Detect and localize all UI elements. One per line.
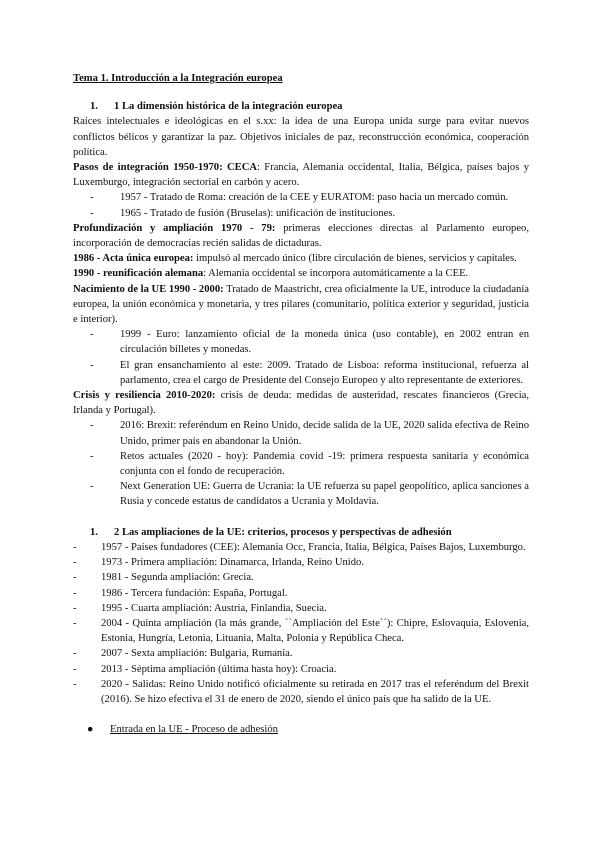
list-item: - 2016: Brexit: referéndum en Reino Unido, decide salida de la UE, 2020 salida efectiva de Reino Unido, primer país en abandonar la Unión. — [120, 418, 529, 448]
paragraph-reunification — [73, 266, 529, 281]
paragraph-single-act — [73, 251, 529, 266]
paragraph-integration-bold: Pasos de integración 1950-1970: CECA — [73, 162, 257, 174]
list-item: - 1973 - Primera ampliación: Dinamarca, Irlanda, Reino Unido. — [101, 555, 529, 570]
list-item: - 1957 - Tratado de Roma: creación de la CEE y EURATOM: paso hacia un mercado común. — [120, 190, 529, 205]
list-item: - 1999 - Euro: lanzamiento oficial de la moneda única (uso contable), en 2002 entran en circulación billetes y monedas. — [120, 327, 529, 357]
eu-birth-list — [73, 327, 529, 388]
paragraph-deepening-bold: Profundización y ampliación 1970 - 79: — [73, 222, 276, 234]
list-item: - 2020 - Salidas: Reino Unido notificó oficialmente su retirada en 2017 tras el referéndum del Brexit (2016). Se hizo efectiva el 31 de enero de 2020, siendo el único país que ha salido de la UE. — [101, 677, 529, 707]
list-item: - 2004 - Quinta ampliación (la más grande, ``Ampliación del Este´´): Chipre, Eslovaquia, Eslovenia, Estonia, Hungría, Letonia, Lituania, Malta, Polonia y República Checa. — [101, 616, 529, 646]
list-item: - 1965 - Tratado de fusión (Bruselas): unificación de instituciones. — [120, 206, 529, 221]
list-item: - 2007 - Sexta ampliación: Bulgaria, Rumanía. — [101, 646, 529, 661]
paragraph-eu-birth — [73, 282, 529, 328]
section-1-number: 1. — [90, 101, 98, 113]
accession-bullet-text: Entrada en la UE - Proceso de adhesión — [110, 724, 278, 736]
list-item: - 1981 - Segunda ampliación: Grecia. — [101, 570, 529, 585]
list-item: - Next Generation UE: Guerra de Ucrania: la UE refuerza su papel geopolítico, aplica sanciones a Rusia y concede estatus de candidatos a Ucrania y Moldavia. — [120, 479, 529, 509]
list-item: - 2013 - Séptima ampliación (última hasta hoy): Croacia. — [101, 662, 529, 677]
paragraph-reunification-bold: 1990 - reunificación alemana — [73, 268, 204, 280]
accession-bullet — [73, 722, 529, 737]
list-item: - 1995 - Cuarta ampliación: Austria, Finlandia, Suecia. — [101, 601, 529, 616]
list-item: - 1986 - Tercera fundación: España, Portugal. — [101, 586, 529, 601]
crisis-list — [73, 418, 529, 509]
paragraph-eu-birth-bold: Nacimiento de la UE 1990 - 2000: — [73, 283, 224, 295]
paragraph-single-act-bold: 1986 - Acta única europea: — [73, 253, 194, 265]
paragraph-deepening — [73, 221, 529, 251]
section-1-heading — [73, 99, 529, 114]
paragraph-crisis-text: crisis de deuda: medidas de austeridad, rescates financieros (Grecia, Irlanda y Portugal). — [73, 390, 529, 417]
list-item: - 1957 - Países fundadores (CEE): Alemania Occ, Francia, Italia, Bélgica, Países Bajos, Luxemburgo. — [101, 540, 529, 555]
section-1-intro: Raíces intelectuales e ideológicas en el s.xx: la idea de una Europa unida surge para evitar nuevos conflictos bélicos y garantizar la paz. Objetivos iniciales de paz, reconstrucción económica, cooperación política. — [73, 116, 529, 158]
spacer — [73, 510, 529, 525]
paragraph-crisis-bold: Crisis y resiliencia 2010-2020: — [73, 390, 216, 402]
section-1-title: 1 La dimensión histórica de la integración europea — [114, 101, 343, 113]
spacer — [73, 707, 529, 722]
section-2-number: 1. — [90, 526, 98, 538]
paragraph-integration-text: : Francia, Alemania occidental, Italia, Bélgica, países bajos y Luxemburgo, integración sectorial en carbón y acero. — [73, 162, 529, 189]
document-page — [73, 71, 529, 737]
document-title: Tema 1. Introducción a la Integración europea — [73, 73, 283, 84]
paragraph-deepening-text: primeras elecciones directas al Parlamento europeo, incorporación de democracias recién salidas de dictaduras. — [73, 222, 529, 250]
enlargements-list — [73, 540, 529, 707]
paragraph-single-act-text: impulsó al mercado único (libre circulación de bienes, servicios y capitales. — [193, 253, 517, 265]
list-item: - El gran ensanchamiento al este: 2009. Tratado de Lisboa: reforma institucional, refuerza al parlamento, crea el cargo de Presidente del Consejo Europeo y alto representante de exteriores. — [120, 358, 529, 388]
bullet-icon: ● — [87, 724, 94, 736]
list-item: - Retos actuales (2020 - hoy): Pandemia covid -19: primera respuesta sanitaria y económica conjunta con el fondo de recuperación. — [120, 449, 529, 479]
paragraph-eu-birth-text: Tratado de Maastricht, crea oficialmente la UE, introduce la ciudadanía europea, la unión económica y monetaria, y tres pilares (comunitario, política exterior y seguridad, justicia e interior). — [73, 283, 529, 326]
paragraph-reunification-text: : Alemania occidental se incorpora automáticamente a la CEE. — [203, 268, 469, 280]
integration-list — [73, 190, 529, 220]
paragraph-crisis — [73, 388, 529, 418]
section-2-title: 2 Las ampliaciones de la UE: criterios, procesos y perspectivas de adhesión — [114, 526, 452, 538]
paragraph-integration — [73, 160, 529, 190]
section-2-heading — [73, 525, 529, 540]
